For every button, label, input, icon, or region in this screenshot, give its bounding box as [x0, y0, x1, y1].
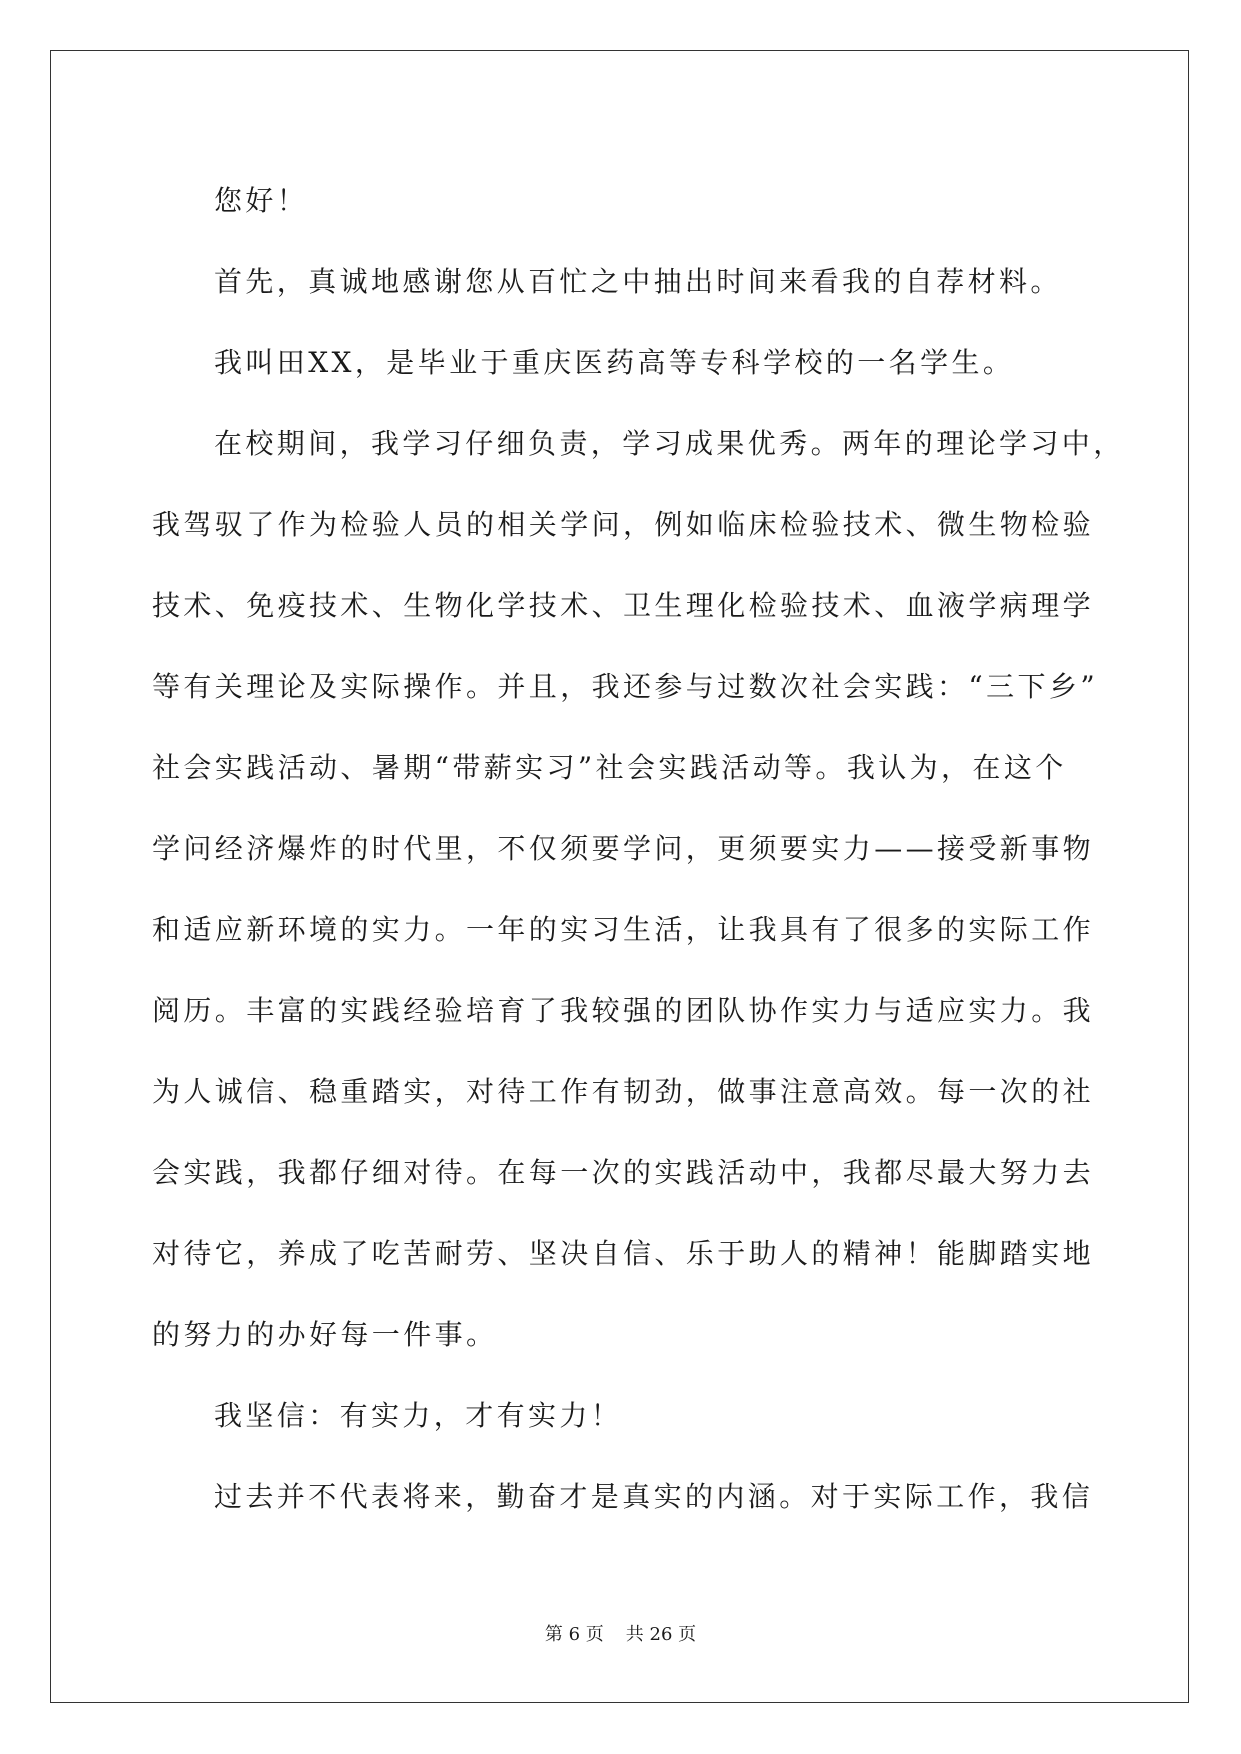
paragraph-line: 和适应新环境的实力。一年的实习生活，让我具有了很多的实际工作 — [152, 913, 1095, 946]
paragraph-line: 的努力的办好每一件事。 — [152, 1318, 498, 1351]
paragraph-line: 等有关理论及实际操作。并且，我还参与过数次社会实践：“三下乡” — [152, 670, 1099, 703]
paragraph-line: 您好！ — [214, 184, 309, 217]
paragraph-line: 我驾驭了作为检验人员的相关学问，例如临床检验技术、微生物检验 — [152, 508, 1095, 541]
paragraph-line: 为人诚信、稳重踏实，对待工作有韧劲，做事注意高效。每一次的社 — [152, 1075, 1095, 1108]
paragraph-line: 技术、免疫技术、生物化学技术、卫生理化检验技术、血液学病理学 — [152, 589, 1095, 622]
paragraph-line: 我叫田XX，是毕业于重庆医药高等专科学校的一名学生。 — [214, 346, 1015, 379]
paragraph-line: 对待它，养成了吃苦耐劳、坚决自信、乐于助人的精神！能脚踏实地 — [152, 1237, 1095, 1270]
document-body — [152, 160, 1125, 1537]
paragraph-line: 过去并不代表将来，勤奋才是真实的内涵。对于实际工作，我信 — [214, 1480, 1094, 1513]
page-footer — [0, 1620, 1241, 1646]
page-total: 共 26 页 — [625, 1624, 697, 1645]
page-number: 第 6 页 — [544, 1624, 604, 1645]
paragraph-line: 学问经济爆炸的时代里，不仅须要学问，更须要实力——接受新事物 — [152, 832, 1095, 865]
paragraph-line: 首先，真诚地感谢您从百忙之中抽出时间来看我的自荐材料。 — [214, 265, 1062, 298]
paragraph-line: 我坚信：有实力，才有实力！ — [214, 1399, 623, 1432]
paragraph-line: 阅历。丰富的实践经验培育了我较强的团队协作实力与适应实力。我 — [152, 994, 1095, 1027]
paragraph-line: 社会实践活动、暑期“带薪实习”社会实践活动等。我认为，在这个 — [152, 751, 1067, 784]
paragraph-line: 会实践，我都仔细对待。在每一次的实践活动中，我都尽最大努力去 — [152, 1156, 1095, 1189]
paragraph-line: 在校期间，我学习仔细负责，学习成果优秀。两年的理论学习中， — [214, 427, 1125, 460]
